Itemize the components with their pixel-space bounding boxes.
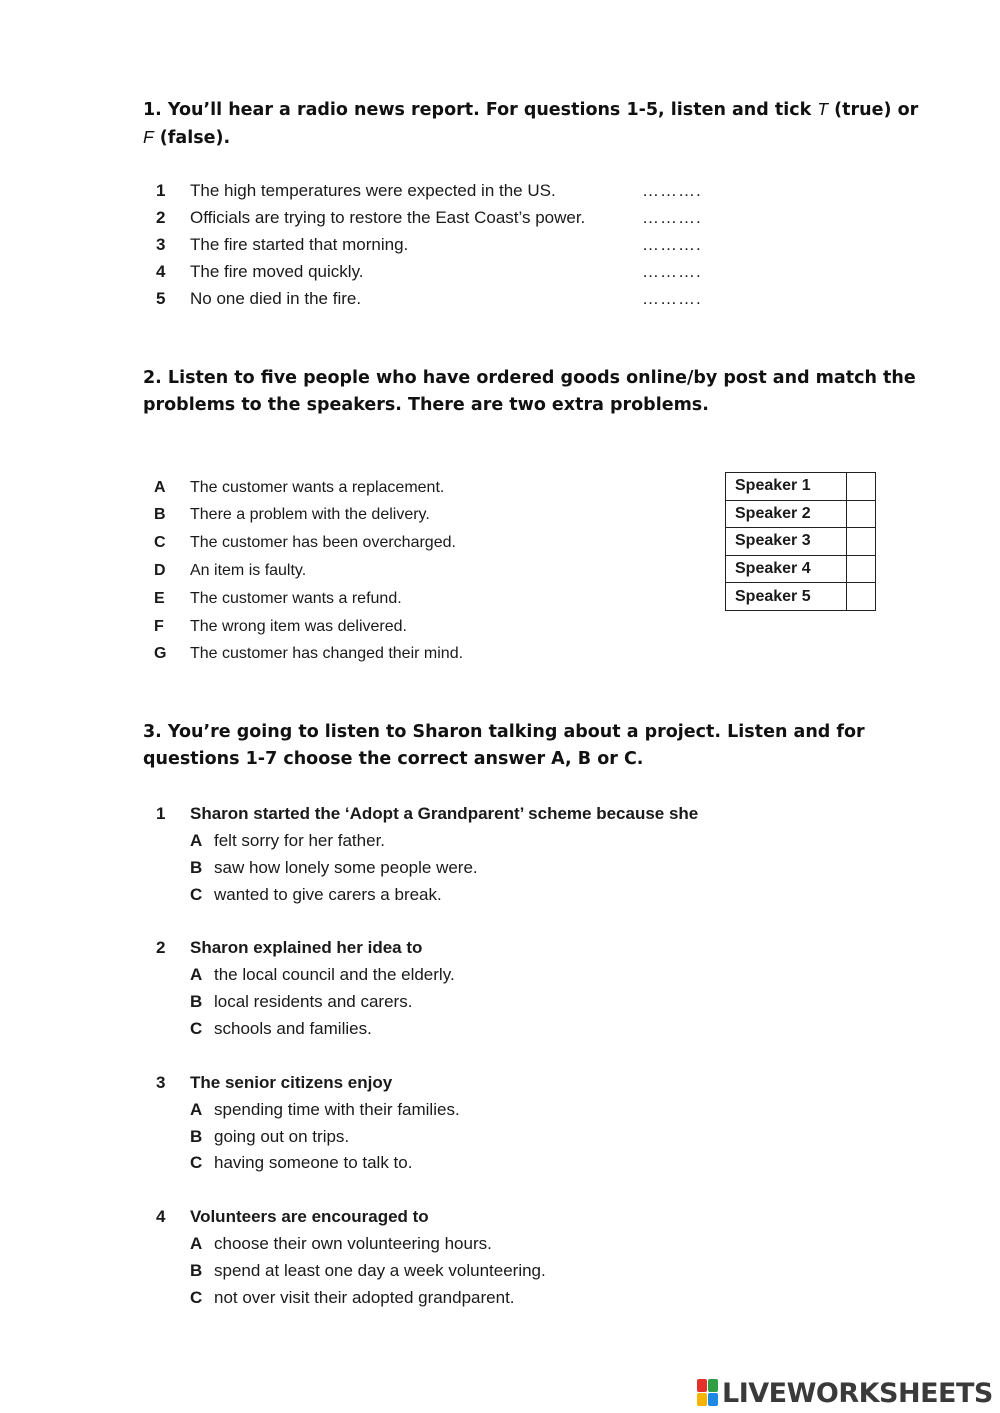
speaker-answer-cell[interactable] <box>847 583 876 611</box>
answer-blank[interactable]: ………. <box>642 289 702 308</box>
logo-tile <box>697 1393 707 1406</box>
section-1-heading: 1. You’ll hear a radio news report. For questions 1-5, listen and tick T (true) or F (false). <box>143 99 919 148</box>
speaker-table <box>725 472 876 611</box>
table-row: Speaker 3 <box>726 528 876 556</box>
section-2-heading: 2. Listen to five people who have ordered goods online/by post and match the problems to the speakers. There are two extra problems. <box>143 368 916 415</box>
table-row: Speaker 2 <box>726 500 876 528</box>
section-3-heading: 3. You’re going to listen to Sharon talking about a project. Listen and for questions 1-7 choose the correct answer A, B or C. <box>143 722 865 769</box>
logo-text: LIVEWORKSHEETS <box>722 1377 993 1409</box>
speaker-answer-cell[interactable] <box>847 473 876 501</box>
logo-tile <box>708 1379 718 1392</box>
answer-blank[interactable]: ………. <box>642 235 702 254</box>
table-row: Speaker 4 <box>726 555 876 583</box>
liveworksheets-logo <box>697 1376 993 1410</box>
answer-blank[interactable]: ………. <box>642 181 702 200</box>
liveworksheets-logo-icon <box>697 1379 719 1407</box>
table-row: Speaker 5 <box>726 583 876 611</box>
speaker-answer-cell[interactable] <box>847 500 876 528</box>
logo-tile <box>697 1379 707 1392</box>
speaker-answer-cell[interactable] <box>847 528 876 556</box>
answer-blank[interactable]: ………. <box>642 208 702 227</box>
logo-tile <box>708 1393 718 1406</box>
table-row: Speaker 1 <box>726 473 876 501</box>
answer-blank[interactable]: ………. <box>642 262 702 281</box>
speaker-answer-cell[interactable] <box>847 555 876 583</box>
